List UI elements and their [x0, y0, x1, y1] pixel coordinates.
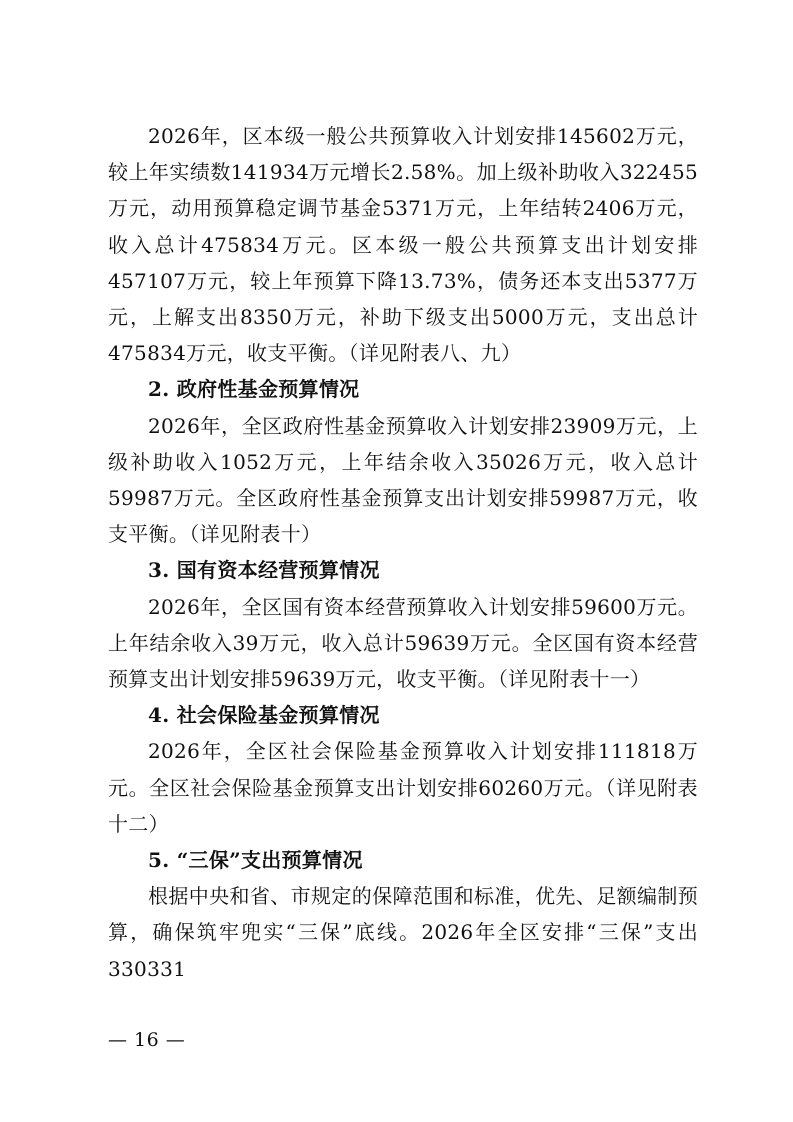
heading-social-insurance-budget: 4. 社会保险基金预算情况 [148, 703, 380, 728]
document-body [108, 118, 698, 987]
paragraph-government-fund-budget: 2026年，全区政府性基金预算收入计划安排23909万元，上级补助收入1052万元，上年结余收入35026万元，收入总计59987万元。全区政府性基金预算支出计划安排59987万元，收支平衡。（详见附表十） [108, 413, 698, 547]
paragraph-general-budget: 2026年，区本级一般公共预算收入计划安排145602万元，较上年实绩数141934万元增长2.58%。加上级补助收入322455万元，动用预算稳定调节基金5371万元，上年结转2406万元，收入总计475834万元。区本级一般公共预算支出计划安排457107万元，较上年预算下降13.73%，债务还本支出5377万元，上解支出8350万元，补助下级支出5000万元，支出总计475834万元，收支平衡。（详见附表八、九） [108, 124, 698, 366]
paragraph-social-insurance-budget: 2026年，全区社会保险基金预算收入计划安排111818万元。全区社会保险基金预算支出计划安排60260万元。（详见附表十二） [108, 739, 698, 836]
paragraph-three-guarantees-budget: 根据中央和省、市规定的保障范围和标准，优先、足额编制预算，确保筑牢兜实“三保”底线。2026年全区安排“三保”支出330331 [108, 884, 698, 981]
heading-three-guarantees-budget: 5. “三保”支出预算情况 [148, 848, 363, 873]
heading-state-capital-budget: 3. 国有资本经营预算情况 [148, 558, 380, 583]
page-number: — 16 — [108, 1029, 186, 1051]
paragraph-state-capital-budget: 2026年，全区国有资本经营预算收入计划安排59600万元。上年结余收入39万元，收入总计59639万元。全区国有资本经营预算支出计划安排59639万元，收支平衡。（详见附表十一） [108, 594, 698, 692]
heading-government-fund-budget: 2. 政府性基金预算情况 [148, 377, 360, 402]
